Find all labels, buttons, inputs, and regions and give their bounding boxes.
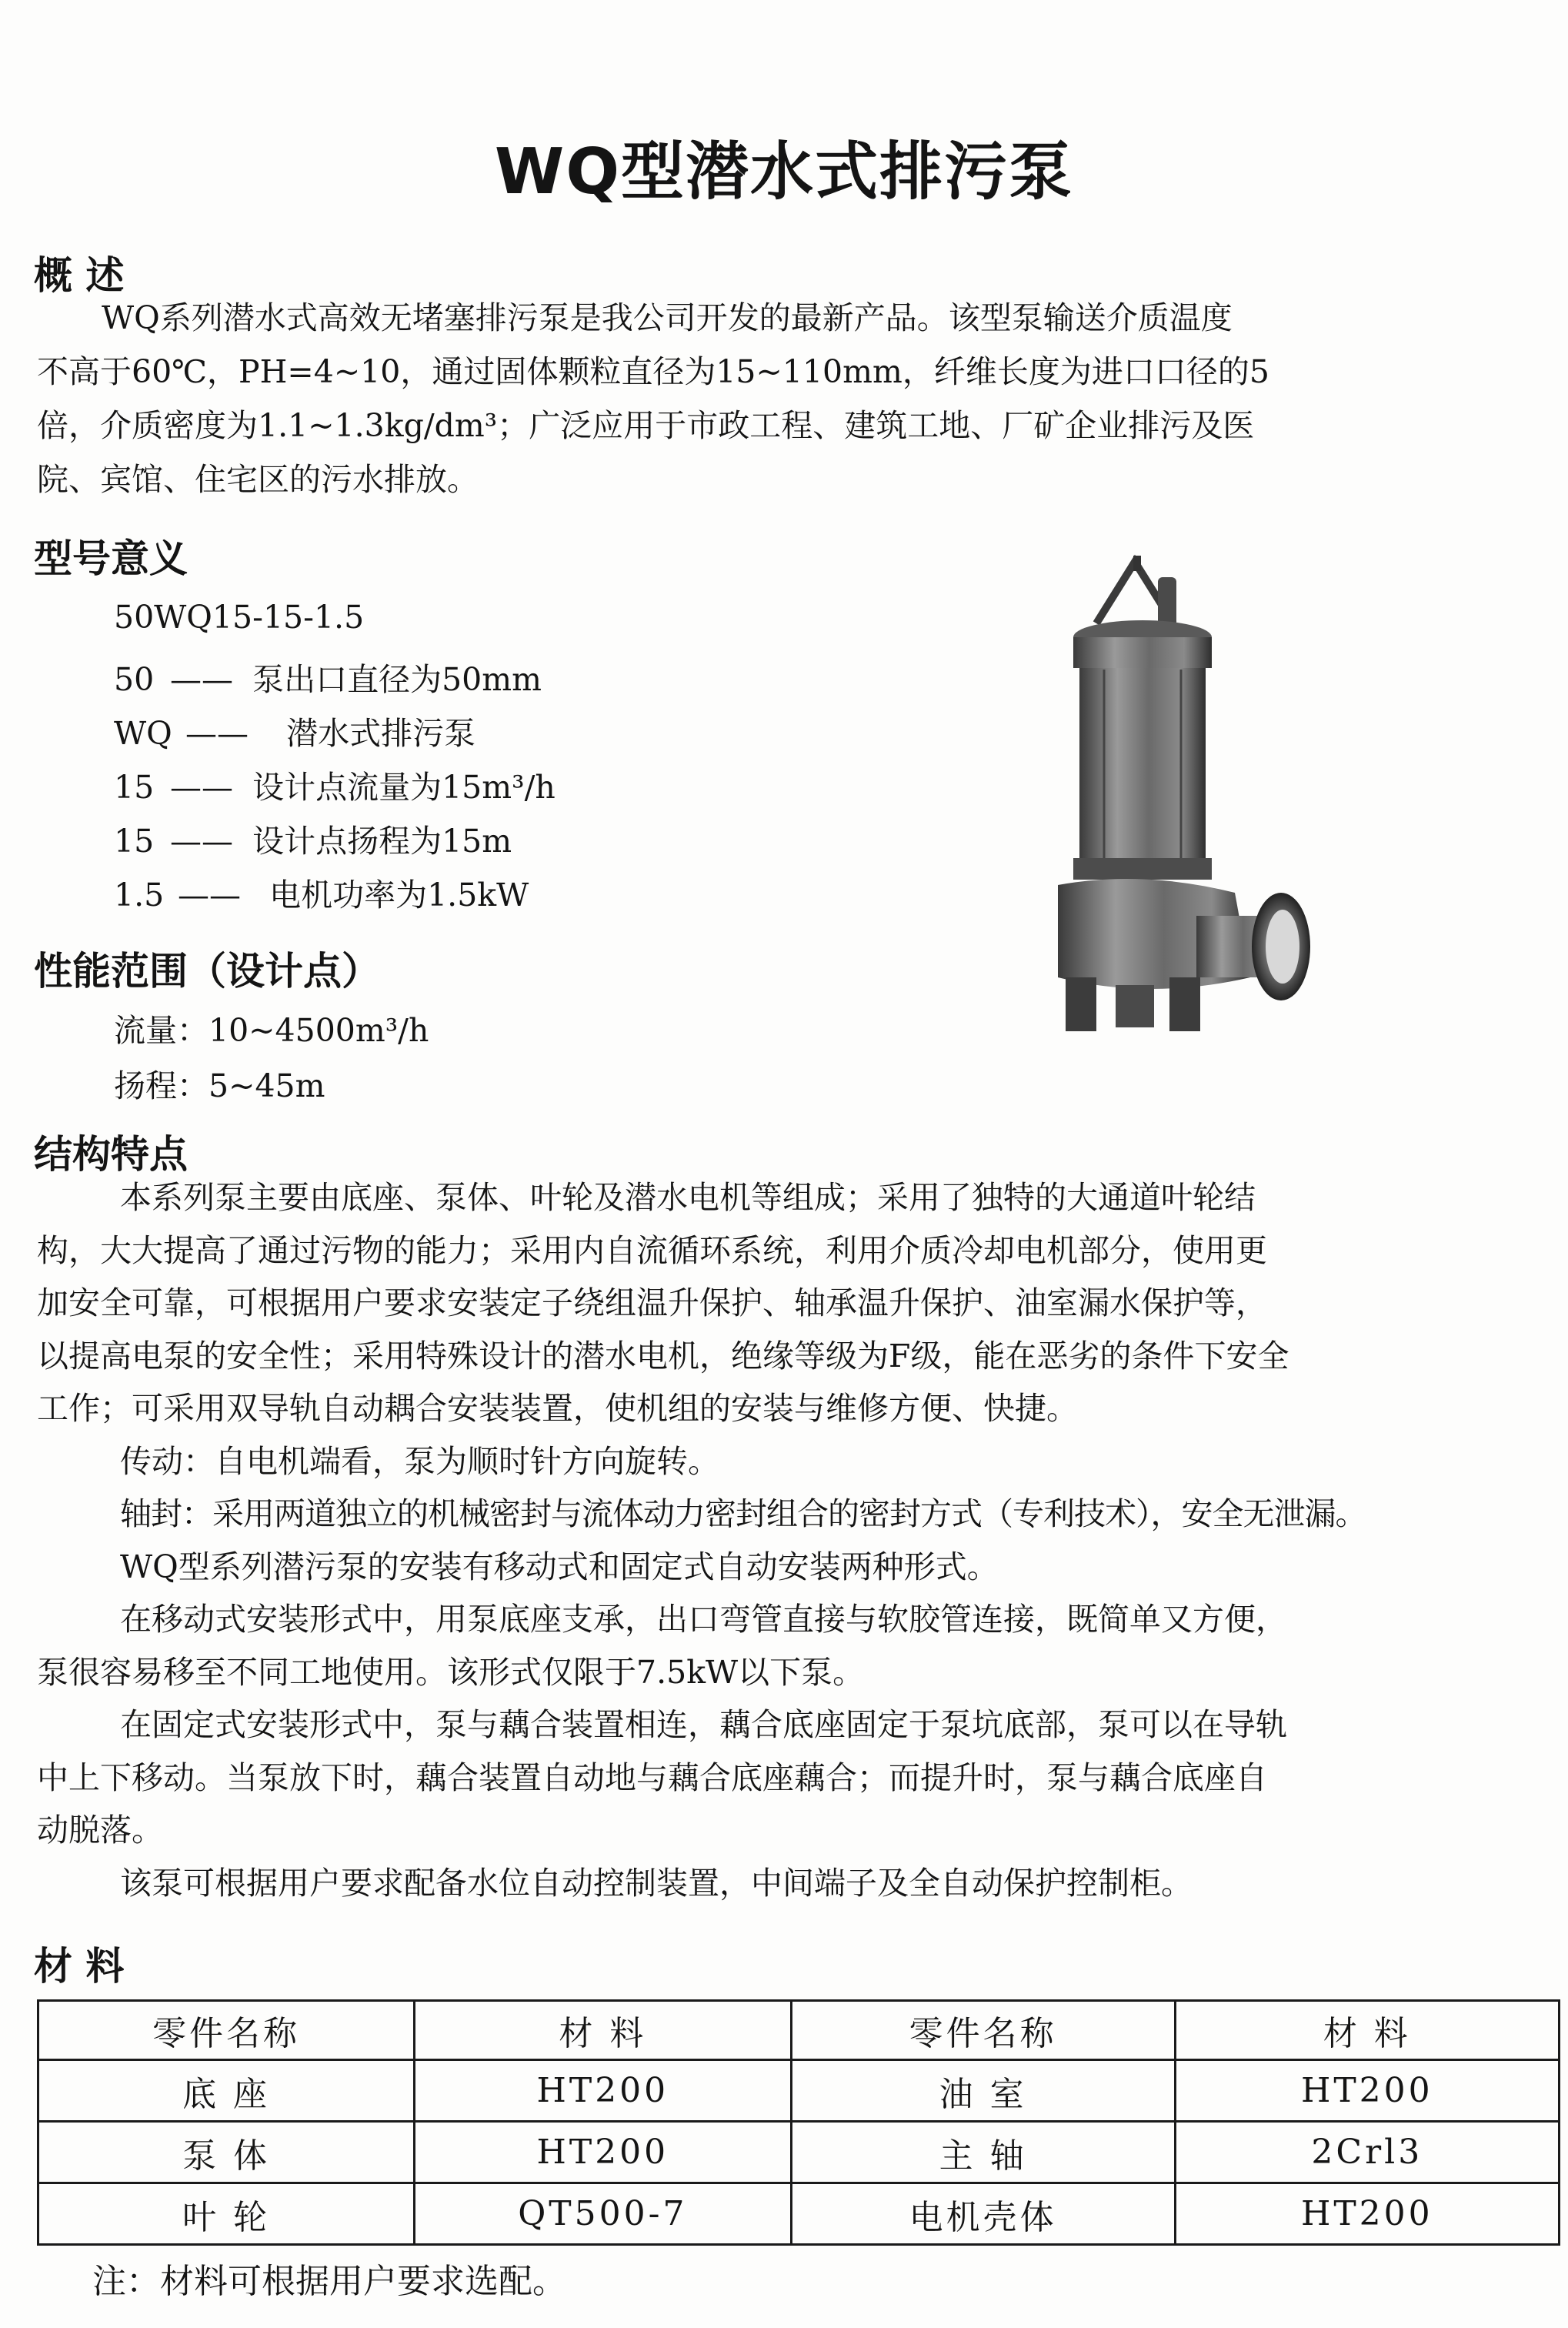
model-item-key: 50 [114, 661, 155, 698]
part-name-cell: 电机壳体 [791, 2183, 1175, 2245]
header-part-name: 零件名称 [38, 2001, 415, 2060]
structure-line-6: 传动：自电机端看，泵为顺时针方向旋转。 [120, 1442, 719, 1480]
performance-head: 扬程：5~45m [114, 1067, 325, 1104]
model-item-desc: 电机功率为1.5kW [269, 877, 529, 913]
overview-heading: 概 述 [34, 253, 125, 298]
material-cell: QT500-7 [415, 2183, 791, 2245]
model-item-4 [114, 816, 512, 861]
model-item-desc: 设计点流量为15m³/h [252, 769, 555, 806]
page-title: WQ型潜水式排污泵 [494, 135, 1074, 209]
overview-paragraph [37, 291, 1269, 506]
performance-heading: 性能范围（设计点） [34, 949, 380, 994]
em-dash: —— [178, 877, 242, 913]
structure-line-13: 动脱落。 [37, 1812, 163, 1849]
model-item-key: WQ [114, 715, 172, 752]
model-item-desc: 设计点扬程为15m [252, 823, 512, 860]
structure-line-1: 本系列泵主要由底座、泵体、叶轮及潜水电机等组成；采用了独特的大通道叶轮结 [120, 1179, 1256, 1216]
materials-note: 注：材料可根据用户要求选配。 [92, 2262, 566, 2301]
material-cell: HT200 [415, 2060, 791, 2122]
part-name-cell: 主 轴 [791, 2122, 1175, 2183]
material-cell: HT200 [1175, 2183, 1559, 2245]
model-item-key: 1.5 [114, 877, 165, 913]
overview-line-3: 倍，介质密度为1.1~1.3kg/dm³；广泛应用于市政工程、建筑工地、厂矿企业排污及医 [37, 407, 1255, 444]
model-item-5 [114, 870, 529, 915]
structure-heading: 结构特点 [34, 1132, 188, 1177]
model-item-key: 15 [114, 769, 155, 806]
structure-line-7: 轴封：采用两道独立的机械密封与流体动力密封组合的密封方式（专利技术），安全无泄漏。 [120, 1495, 1366, 1532]
em-dash: —— [185, 715, 249, 752]
table-row [38, 2122, 1560, 2183]
table-row [38, 2060, 1560, 2122]
part-name-cell: 油 室 [791, 2060, 1175, 2122]
model-heading: 型号意义 [34, 536, 188, 581]
em-dash: —— [170, 661, 234, 698]
em-dash: —— [170, 769, 234, 806]
part-name-cell: 叶 轮 [38, 2183, 415, 2245]
material-cell: HT200 [1175, 2060, 1559, 2122]
structure-line-14: 该泵可根据用户要求配备水位自动控制装置，中间端子及全自动保护控制柜。 [120, 1864, 1193, 1902]
model-item-3 [114, 762, 555, 807]
overview-line-1: WQ系列潜水式高效无堵塞排污泵是我公司开发的最新产品。该型泵输送介质温度 [102, 299, 1233, 336]
material-cell: 2Crl3 [1175, 2122, 1559, 2183]
model-code: 50WQ15-15-1.5 [114, 599, 365, 636]
structure-paragraph [37, 1171, 1366, 1909]
em-dash: —— [170, 823, 234, 860]
part-name-cell: 泵 体 [38, 2122, 415, 2183]
header-part-name: 零件名称 [791, 2001, 1175, 2060]
structure-line-10: 泵很容易移至不同工地使用。该形式仅限于7.5kW以下泵。 [37, 1653, 865, 1691]
model-item-1 [114, 654, 542, 700]
performance-flow: 流量：10~4500m³/h [114, 1012, 429, 1049]
structure-line-12: 中上下移动。当泵放下时，藕合装置自动地与藕合底座藕合；而提升时，泵与藕合底座自 [37, 1759, 1267, 1796]
structure-line-4: 以提高电泵的安全性；采用特殊设计的潜水电机，绝缘等级为F级，能在恶劣的条件下安全 [37, 1337, 1289, 1374]
header-material: 材 料 [415, 2001, 791, 2060]
header-material: 材 料 [1175, 2001, 1559, 2060]
part-name-cell: 底 座 [38, 2060, 415, 2122]
table-row [38, 2183, 1560, 2245]
structure-line-3: 加安全可靠，可根据用户要求安装定子绕组温升保护、轴承温升保护、油室漏水保护等， [37, 1284, 1267, 1321]
materials-heading: 材 料 [34, 1944, 125, 1989]
pump-illustration [1043, 546, 1319, 1039]
model-item-2 [114, 708, 475, 753]
overview-line-2: 不高于60℃，PH=4~10，通过固体颗粒直径为15~110mm，纤维长度为进口口径的5 [37, 353, 1269, 390]
overview-line-4: 院、宾馆、住宅区的污水排放。 [37, 461, 479, 498]
structure-line-2: 构，大大提高了通过污物的能力；采用内自流循环系统，利用介质冷却电机部分，使用更 [37, 1231, 1267, 1269]
structure-line-11: 在固定式安装形式中，泵与藕合装置相连，藕合底座固定于泵坑底部，泵可以在导轨 [120, 1706, 1287, 1743]
model-item-key: 15 [114, 823, 155, 860]
submersible-pump-image [1043, 546, 1319, 1039]
material-cell: HT200 [415, 2122, 791, 2183]
model-item-desc: 泵出口直径为50mm [252, 661, 542, 698]
structure-line-9: 在移动式安装形式中，用泵底座支承，出口弯管直接与软胶管连接，既简单又方便， [120, 1601, 1287, 1638]
structure-line-8: WQ型系列潜污泵的安装有移动式和固定式自动安装两种形式。 [120, 1548, 999, 1585]
model-item-desc: 潜水式排污泵 [286, 715, 476, 752]
table-header-row [38, 2001, 1560, 2060]
materials-table [37, 1999, 1560, 2246]
structure-line-5: 工作；可采用双导轨自动耦合安装装置，使机组的安装与维修方便、快捷。 [37, 1390, 1078, 1427]
